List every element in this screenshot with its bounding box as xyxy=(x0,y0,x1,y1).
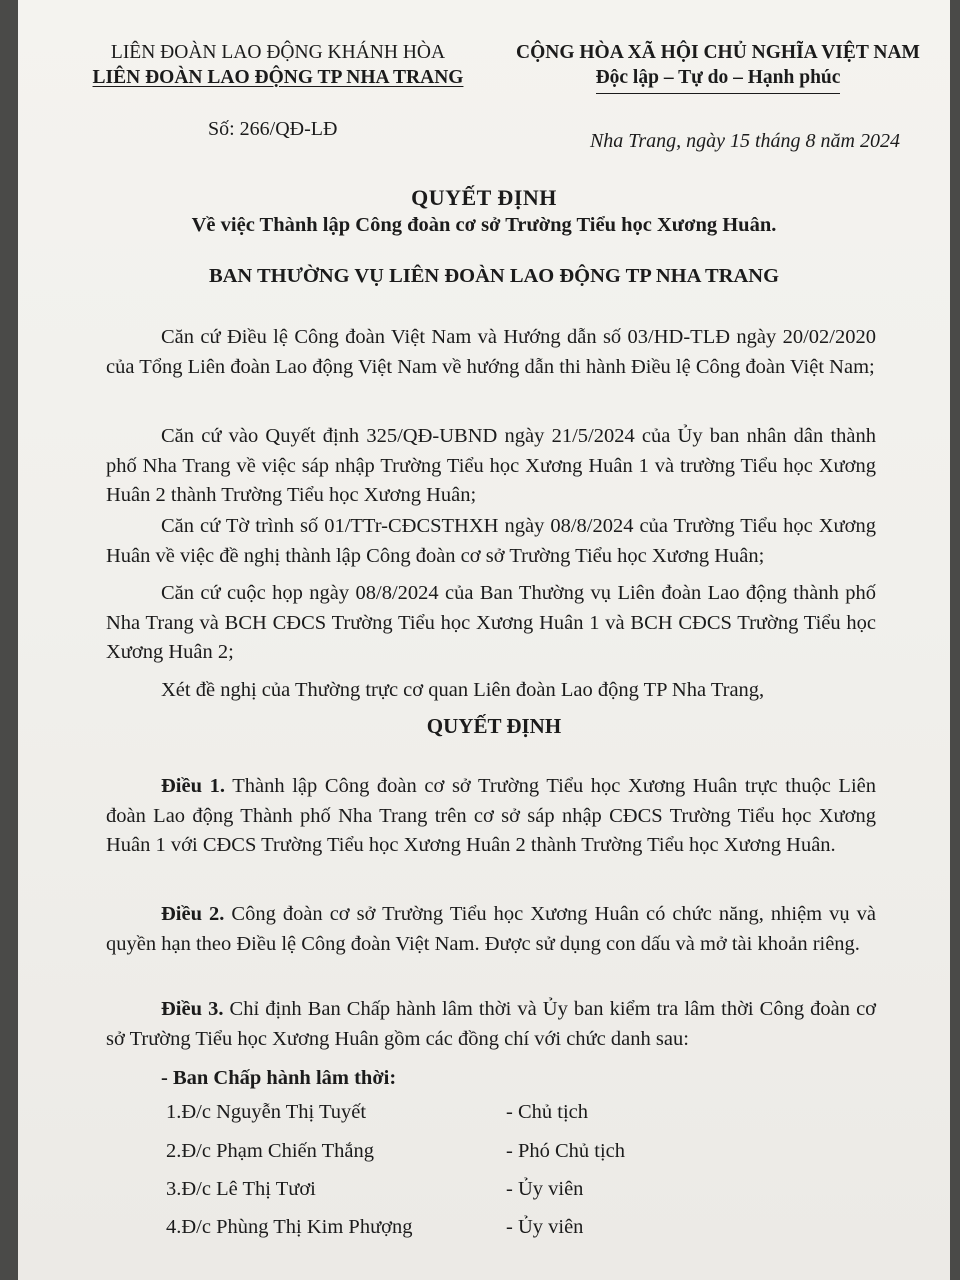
place-date: Nha Trang, ngày 15 tháng 8 năm 2024 xyxy=(589,130,900,152)
preamble-paragraph: Căn cứ vào Quyết định 325/QĐ-UBND ngày 21/5/2024 của Ủy ban nhân dân thành phố Nha Trang về việc sáp nhập Trường Tiểu học Xương Huân 1 và trường Tiểu học Xương Huân 2 thành Trường Tiểu học Xương Huân; xyxy=(106,425,876,506)
preamble-paragraph: Xét đề nghị của Thường trực cơ quan Liên đoàn Lao động TP Nha Trang, xyxy=(161,679,765,701)
article-text: Chỉ định Ban Chấp hành lâm thời và Ủy ban kiểm tra lâm thời Công đoàn cơ sở Trường Tiểu học Xương Huân gồm các đồng chí với chức danh sau: xyxy=(106,998,877,1050)
article-text: Công đoàn cơ sở Trường Tiểu học Xương Huân có chức năng, nhiệm vụ và quyền hạn theo Điều lệ Công đoàn Việt Nam. Được sử dụng con dấu và mở tài khoản riêng. xyxy=(106,903,876,955)
article-3 xyxy=(106,995,876,1054)
article-text: Thành lập Công đoàn cơ sở Trường Tiểu học Xương Huân trực thuộc Liên đoàn Lao động Thành phố Nha Trang trên cơ sở sáp nhập CĐCS Trường Tiểu học Xương Huân 1 với CĐCS Trường Tiểu học Xương Huân 2 thành Trường Tiểu học Xương Huân. xyxy=(106,775,876,856)
article-1 xyxy=(106,772,876,861)
article-label: Điều 3. xyxy=(161,998,224,1020)
document-page xyxy=(18,0,950,1280)
issuing-organization xyxy=(58,40,498,90)
list-item xyxy=(166,1213,886,1243)
issuing-board: BAN THƯỜNG VỤ LIÊN ĐOÀN LAO ĐỘNG TP NHA TRANG xyxy=(208,265,780,287)
member-name: 2.Đ/c Phạm Chiến Thắng xyxy=(166,1140,375,1162)
decision-heading: QUYẾT ĐỊNH xyxy=(426,714,562,738)
document-subtitle: Về việc Thành lập Công đoàn cơ sở Trường Tiểu học Xương Huân. xyxy=(191,214,777,236)
document-number: Số: 266/QĐ-LĐ xyxy=(208,118,338,140)
article-2 xyxy=(106,900,876,959)
document-title: QUYẾT ĐỊNH xyxy=(411,185,557,210)
preamble-paragraph: Căn cứ Tờ trình số 01/TTr-CĐCSTHXH ngày 08/8/2024 của Trường Tiểu học Xương Huân về việc đề nghị thành lập Công đoàn cơ sở Trường Tiểu học Xương Huân; xyxy=(106,515,876,567)
member-role: - Chủ tịch xyxy=(506,1101,588,1123)
org-line-2: LIÊN ĐOÀN LAO ĐỘNG TP NHA TRANG xyxy=(92,67,464,88)
national-line-1: CỘNG HÒA XÃ HỘI CHỦ NGHĨA VIỆT NAM xyxy=(516,42,920,63)
org-line-1: LIÊN ĐOÀN LAO ĐỘNG KHÁNH HÒA xyxy=(110,42,446,63)
member-role: - Ủy viên xyxy=(506,1216,584,1238)
list-item xyxy=(166,1137,886,1167)
list-item xyxy=(166,1098,886,1128)
member-name: 4.Đ/c Phùng Thị Kim Phượng xyxy=(166,1216,413,1238)
committee-heading: - Ban Chấp hành lâm thời: xyxy=(161,1067,397,1089)
member-role: - Ủy viên xyxy=(506,1178,584,1200)
member-name: 3.Đ/c Lê Thị Tươi xyxy=(166,1178,316,1200)
member-name: 1.Đ/c Nguyễn Thị Tuyết xyxy=(166,1101,367,1123)
national-motto xyxy=(498,40,938,94)
preamble-paragraph: Căn cứ cuộc họp ngày 08/8/2024 của Ban Thường vụ Liên đoàn Lao động thành phố Nha Trang và BCH CĐCS Trường Tiểu học Xương Huân 1 và BCH CĐCS Trường Tiểu học Xương Huân 2; xyxy=(106,582,876,663)
list-item xyxy=(166,1175,886,1205)
member-role: - Phó Chủ tịch xyxy=(506,1140,626,1162)
article-label: Điều 2. xyxy=(161,903,225,925)
preamble-paragraph: Căn cứ Điều lệ Công đoàn Việt Nam và Hướng dẫn số 03/HD-TLĐ ngày 20/02/2020 của Tổng Liên đoàn Lao động Việt Nam về hướng dẫn thi hành Điều lệ Công đoàn Việt Nam; xyxy=(106,326,876,378)
article-label: Điều 1. xyxy=(161,775,225,797)
national-line-2: Độc lập – Tự do – Hạnh phúc xyxy=(596,65,841,94)
